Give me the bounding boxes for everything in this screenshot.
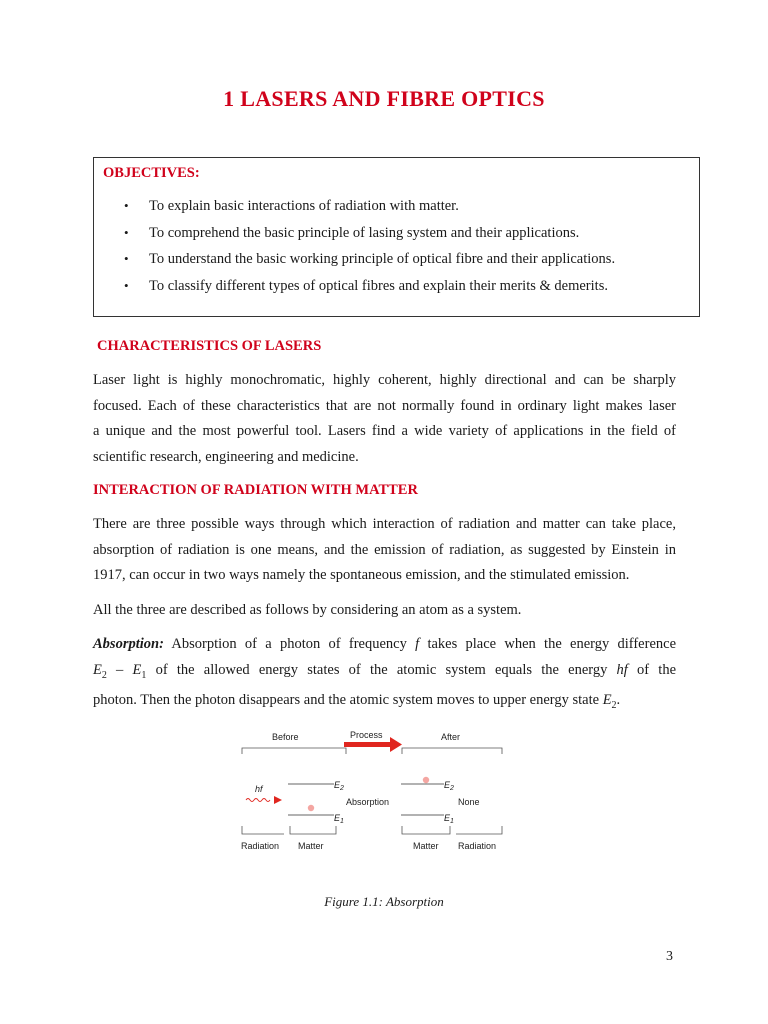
interaction-paragraph: There are three possible ways through which interaction of radiation and matter can take place, absorption of radiation is one means, and the emission of radiation, as suggested by Einstein in 1917, can occur in two ways namely the spontaneous emission, and the stimulated emission. [93, 516, 676, 583]
process-label: Process [350, 730, 383, 740]
absorption-figure [236, 722, 506, 857]
atom-dot-excited-icon [423, 777, 429, 783]
characteristics-heading: CHARACTERISTICS OF LASERS [97, 338, 322, 354]
interaction-heading: INTERACTION OF RADIATION WITH MATTER [93, 482, 418, 498]
objective-item: • To understand the basic working principle of optical fibre and their applications. [124, 251, 616, 267]
objectives-list [124, 198, 615, 304]
photon-wave-icon [246, 799, 270, 802]
absorption-label: Absorption [346, 797, 390, 807]
bullet-icon: • [124, 277, 129, 293]
atom-dot-icon [308, 805, 314, 811]
bullet-icon: • [124, 198, 129, 213]
before-label: Before [272, 732, 299, 742]
absorption-paragraph: Absorption: Absorption of a photon of frequency f takes place when the energy difference $E_2 - E_1$ of the allowed energy states of the atomic system equals the energy hf of the photon. Then the photon disappears and the atomic system moves to upper energy state $E_2$. [93, 636, 677, 711]
after-label: After [441, 732, 461, 742]
e2-before-label: $E_2$ [334, 780, 344, 792]
photon-arrowhead-icon [274, 796, 282, 804]
objective-item: • To classify different types of optical fibres and explain their merits & demerits. [124, 277, 608, 294]
chapter-title: 1 LASERS AND FIBRE OPTICS [223, 86, 545, 111]
objective-item: • To comprehend the basic principle of lasing system and their applications. [124, 224, 580, 241]
hf-label: hf [255, 784, 263, 794]
figure-caption: Figure 1.1: Absorption [324, 894, 444, 909]
page-number: 3 [666, 949, 673, 964]
none-label: None [458, 797, 480, 807]
e2-after-label: $E_2$ [444, 780, 454, 792]
objective-item: • To explain basic interactions of radiation with matter. [124, 198, 459, 214]
objectives-heading: OBJECTIVES: [103, 165, 200, 181]
e1-before-label: $E_1$ [334, 813, 344, 825]
radiation-right-label: Radiation [458, 841, 497, 851]
matter-right-label: Matter [413, 841, 439, 851]
radiation-left-label: Radiation [241, 841, 280, 851]
e1-after-label: $E_1$ [444, 813, 454, 825]
objectives-box [93, 157, 700, 317]
bullet-icon: • [124, 224, 129, 240]
matter-left-label: Matter [298, 841, 324, 851]
bullet-icon: • [124, 251, 129, 266]
characteristics-paragraph: Laser light is highly monochromatic, highly coherent, highly directional and can be sharply focused. Each of these characteristics that are not normally found in ordinary light makes laser a unique and the most powerful tool. Lasers find a wide variety of applications in the field of scientific research, engineering and medicine. [93, 372, 676, 465]
all-three-paragraph: All the three are described as follows by considering an atom as a system. [93, 602, 522, 618]
